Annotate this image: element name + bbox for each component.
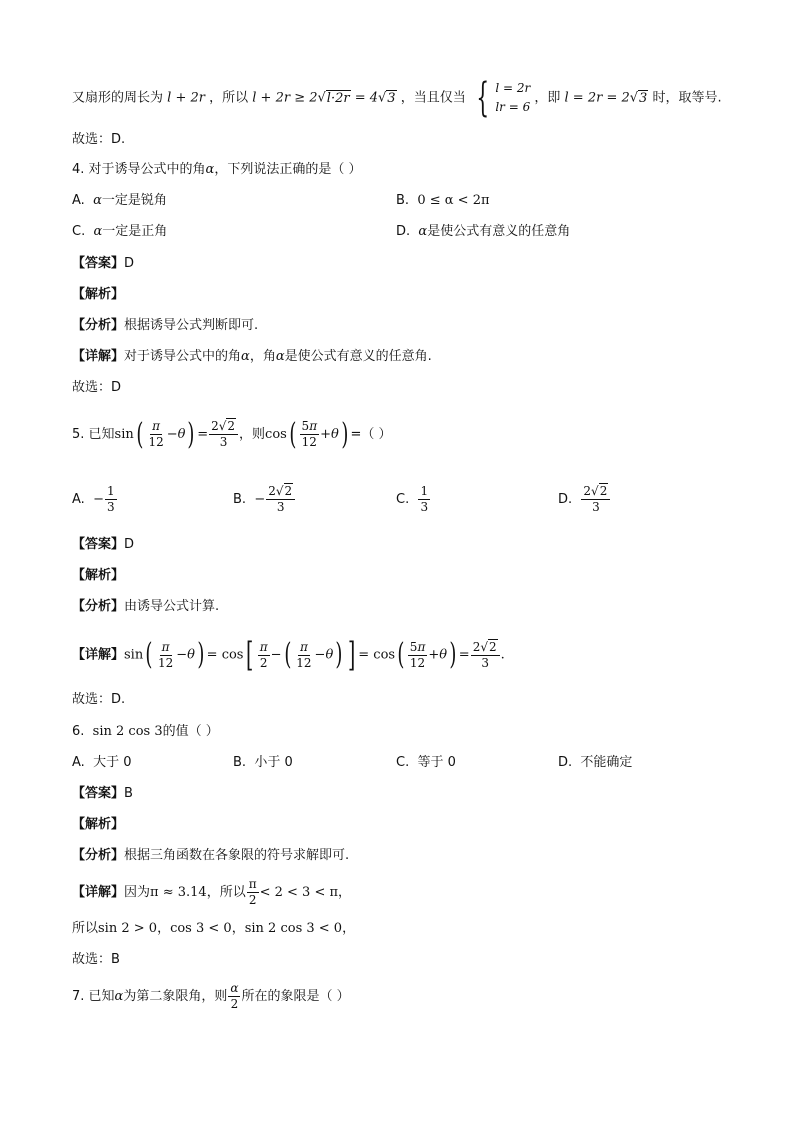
q6-choice: 故选：B bbox=[72, 952, 120, 967]
q-number: 6. bbox=[72, 724, 93, 739]
text: 对于诱导公式中的角 bbox=[124, 349, 242, 364]
q4-option-b bbox=[396, 191, 490, 211]
text: 时，取等号. bbox=[652, 90, 722, 106]
math-expr: sin 2 cos 3 < 0 bbox=[244, 921, 343, 936]
math-expr: sin 2 > 0 bbox=[98, 921, 158, 936]
option-label: A. bbox=[72, 492, 85, 507]
system-row: l = 2r bbox=[495, 81, 531, 95]
option-text: 一定是正角 bbox=[102, 224, 168, 239]
q6-analysis-tag bbox=[72, 815, 124, 835]
q4-answer bbox=[72, 254, 134, 274]
alpha-symbol: α bbox=[93, 193, 102, 208]
q5-option-d bbox=[558, 484, 611, 515]
option-text: 0 ≤ α < 2π bbox=[417, 193, 490, 208]
fraction: $\frac{2√2}{3}$ bbox=[266, 484, 295, 515]
q6-line2 bbox=[72, 919, 355, 939]
text: 所在的象限是（ ） bbox=[241, 989, 350, 1004]
fraction: $\frac{\pi}{2}$ bbox=[248, 877, 257, 907]
math-expr: l = 2r = 2√3 bbox=[564, 90, 648, 106]
analysis-tag: 【解析】 bbox=[72, 568, 125, 583]
answer-tag: 【答案】 bbox=[72, 537, 125, 552]
q5-stem: 5. 已知sin( $\frac{\pi}{12}$ −θ) = $\frac{2√2}{3}$ ，则cos( $\frac{5\pi}{12}$ +θ) =（ ） bbox=[72, 416, 392, 452]
option-label: A. bbox=[72, 193, 85, 208]
answer-value: D bbox=[124, 256, 135, 271]
option-text: 小于 0 bbox=[254, 755, 293, 770]
text: ，所以 bbox=[206, 885, 246, 900]
option-label: B. bbox=[396, 193, 410, 208]
text: ，当且仅当 bbox=[400, 90, 466, 106]
text: ，所以 bbox=[209, 90, 249, 106]
text: ，则 bbox=[239, 427, 266, 442]
option-text: 是使公式有意义的任意角 bbox=[427, 224, 571, 239]
option-text: 等于 0 bbox=[417, 755, 456, 770]
text: =（ ） bbox=[350, 427, 392, 442]
alpha-symbol: α bbox=[275, 349, 285, 364]
fenxi-text: 根据三角函数在各象限的符号求解即可. bbox=[124, 848, 350, 863]
q4-analysis-tag bbox=[72, 285, 124, 305]
text: 所以 bbox=[72, 921, 99, 936]
q4-option-a bbox=[72, 191, 167, 211]
alpha-symbol: α bbox=[205, 162, 215, 177]
option-label: D. bbox=[558, 492, 573, 507]
q5-option-a: A. − $\frac{1}{3}$ bbox=[72, 484, 115, 514]
option-text: 大于 0 bbox=[93, 755, 132, 770]
q4-fenxi bbox=[72, 316, 258, 336]
analysis-tag: 【解析】 bbox=[72, 287, 125, 302]
option-label: C. bbox=[72, 224, 86, 239]
option-text: 一定是锐角 bbox=[101, 193, 167, 208]
q6-option-a bbox=[72, 753, 131, 773]
text: 因为 bbox=[124, 885, 151, 900]
fenxi-tag: 【分析】 bbox=[72, 318, 125, 333]
q4-option-d bbox=[396, 222, 570, 242]
perimeter-line bbox=[72, 75, 722, 121]
detail-tag: 【详解】 bbox=[72, 647, 125, 663]
fraction: $\frac{2√2}{3}$ bbox=[209, 419, 238, 450]
q7-stem bbox=[72, 980, 350, 1014]
math-expr: l + 2r bbox=[167, 90, 205, 106]
option-label: D. bbox=[396, 224, 411, 239]
option-label: D. bbox=[558, 755, 573, 770]
system-row: lr = 6 bbox=[495, 100, 531, 114]
q5-detail: 【详解】sin( $\frac{\pi}{12}$ −θ) = cos[ $\frac{\pi}{2}$ −( $\frac{\pi}{12}$ −θ) ] = cos( $\frac{5\pi}{12}$ +θ) = $\frac{2√2}{3}$ . bbox=[72, 635, 505, 675]
alpha-symbol: α bbox=[418, 224, 428, 239]
q5-option-b: B. − $\frac{2√2}{3}$ bbox=[233, 484, 296, 515]
math-expr: cos 3 < 0 bbox=[170, 921, 232, 936]
q5-option-c bbox=[396, 484, 431, 515]
text: ，下列说法正确的是（ ） bbox=[214, 162, 362, 177]
option-text: 不能确定 bbox=[580, 755, 633, 770]
answer-tag: 【答案】 bbox=[72, 256, 125, 271]
fenxi-text: 由诱导公式计算. bbox=[124, 599, 220, 614]
text: 的值（ ） bbox=[162, 724, 219, 739]
equation-system: { l = 2r lr = 6 bbox=[476, 75, 531, 121]
option-label: B. bbox=[233, 755, 247, 770]
fraction: $\frac{5\pi}{12}$ bbox=[301, 419, 318, 449]
q5-choice: 故选：D. bbox=[72, 692, 126, 707]
text: 4. 对于诱导公式中的角 bbox=[72, 162, 206, 177]
alpha-symbol: α bbox=[93, 224, 103, 239]
math-expr: l + 2r ≥ 2√l·2r = 4√3 bbox=[252, 90, 396, 106]
answer-value: D bbox=[124, 537, 135, 552]
q4-stem bbox=[72, 160, 361, 180]
sin-func: sin bbox=[114, 427, 134, 442]
q4-detail bbox=[72, 347, 432, 367]
q6-option-d bbox=[558, 753, 632, 773]
fraction: $\frac{2√2}{3}$ bbox=[581, 484, 610, 515]
detail-tag: 【详解】 bbox=[72, 885, 125, 900]
text: 5. 已知 bbox=[72, 427, 115, 442]
math-expr: < 2 < 3 < π bbox=[259, 885, 339, 900]
text: 是使公式有意义的任意角. bbox=[284, 349, 432, 364]
alpha-symbol: α bbox=[114, 989, 124, 1004]
q6-option-c bbox=[396, 753, 456, 773]
q6-stem bbox=[72, 722, 219, 742]
text: 又扇形的周长为 bbox=[72, 90, 164, 106]
detail-tag: 【详解】 bbox=[72, 349, 125, 364]
fenxi-text: 根据诱导公式判断即可. bbox=[124, 318, 259, 333]
text: ， bbox=[342, 921, 356, 936]
text: ，角 bbox=[249, 349, 276, 364]
math-expr: π ≈ 3.14 bbox=[150, 885, 207, 900]
text: 7. 已知 bbox=[72, 989, 115, 1004]
q6-detail bbox=[72, 876, 351, 910]
q3-choice: 故选：D. bbox=[72, 132, 126, 147]
q6-answer bbox=[72, 784, 133, 804]
text: ， bbox=[157, 921, 171, 936]
q4-option-c bbox=[72, 222, 167, 242]
fraction: $\frac{\alpha}{2}$ bbox=[230, 981, 239, 1011]
text: ，即 bbox=[534, 90, 561, 106]
answer-value: B bbox=[124, 786, 133, 801]
fraction: $\frac{\pi}{12}$ bbox=[148, 419, 164, 449]
fenxi-tag: 【分析】 bbox=[72, 848, 125, 863]
alpha-symbol: α bbox=[241, 349, 250, 364]
text: 为第二象限角，则 bbox=[123, 989, 228, 1004]
q6-option-b bbox=[233, 753, 293, 773]
option-label: A. bbox=[72, 755, 85, 770]
fraction: $\frac{1}{3}$ bbox=[106, 484, 115, 514]
cos-func: cos bbox=[265, 427, 287, 442]
fenxi-tag: 【分析】 bbox=[72, 599, 125, 614]
q4-choice: 故选：D bbox=[72, 380, 122, 395]
q5-fenxi bbox=[72, 597, 219, 617]
math-expr: sin 2 cos 3 bbox=[92, 724, 163, 739]
answer-tag: 【答案】 bbox=[72, 786, 125, 801]
option-label: C. bbox=[396, 492, 410, 507]
q5-answer bbox=[72, 535, 134, 555]
option-label: B. bbox=[233, 492, 247, 507]
text: ， bbox=[231, 921, 245, 936]
q6-fenxi bbox=[72, 846, 349, 866]
option-label: C. bbox=[396, 755, 410, 770]
text: ， bbox=[338, 885, 352, 900]
analysis-tag: 【解析】 bbox=[72, 817, 125, 832]
q5-analysis-tag bbox=[72, 566, 124, 586]
fraction: $\frac{1}{3}$ bbox=[420, 484, 429, 514]
